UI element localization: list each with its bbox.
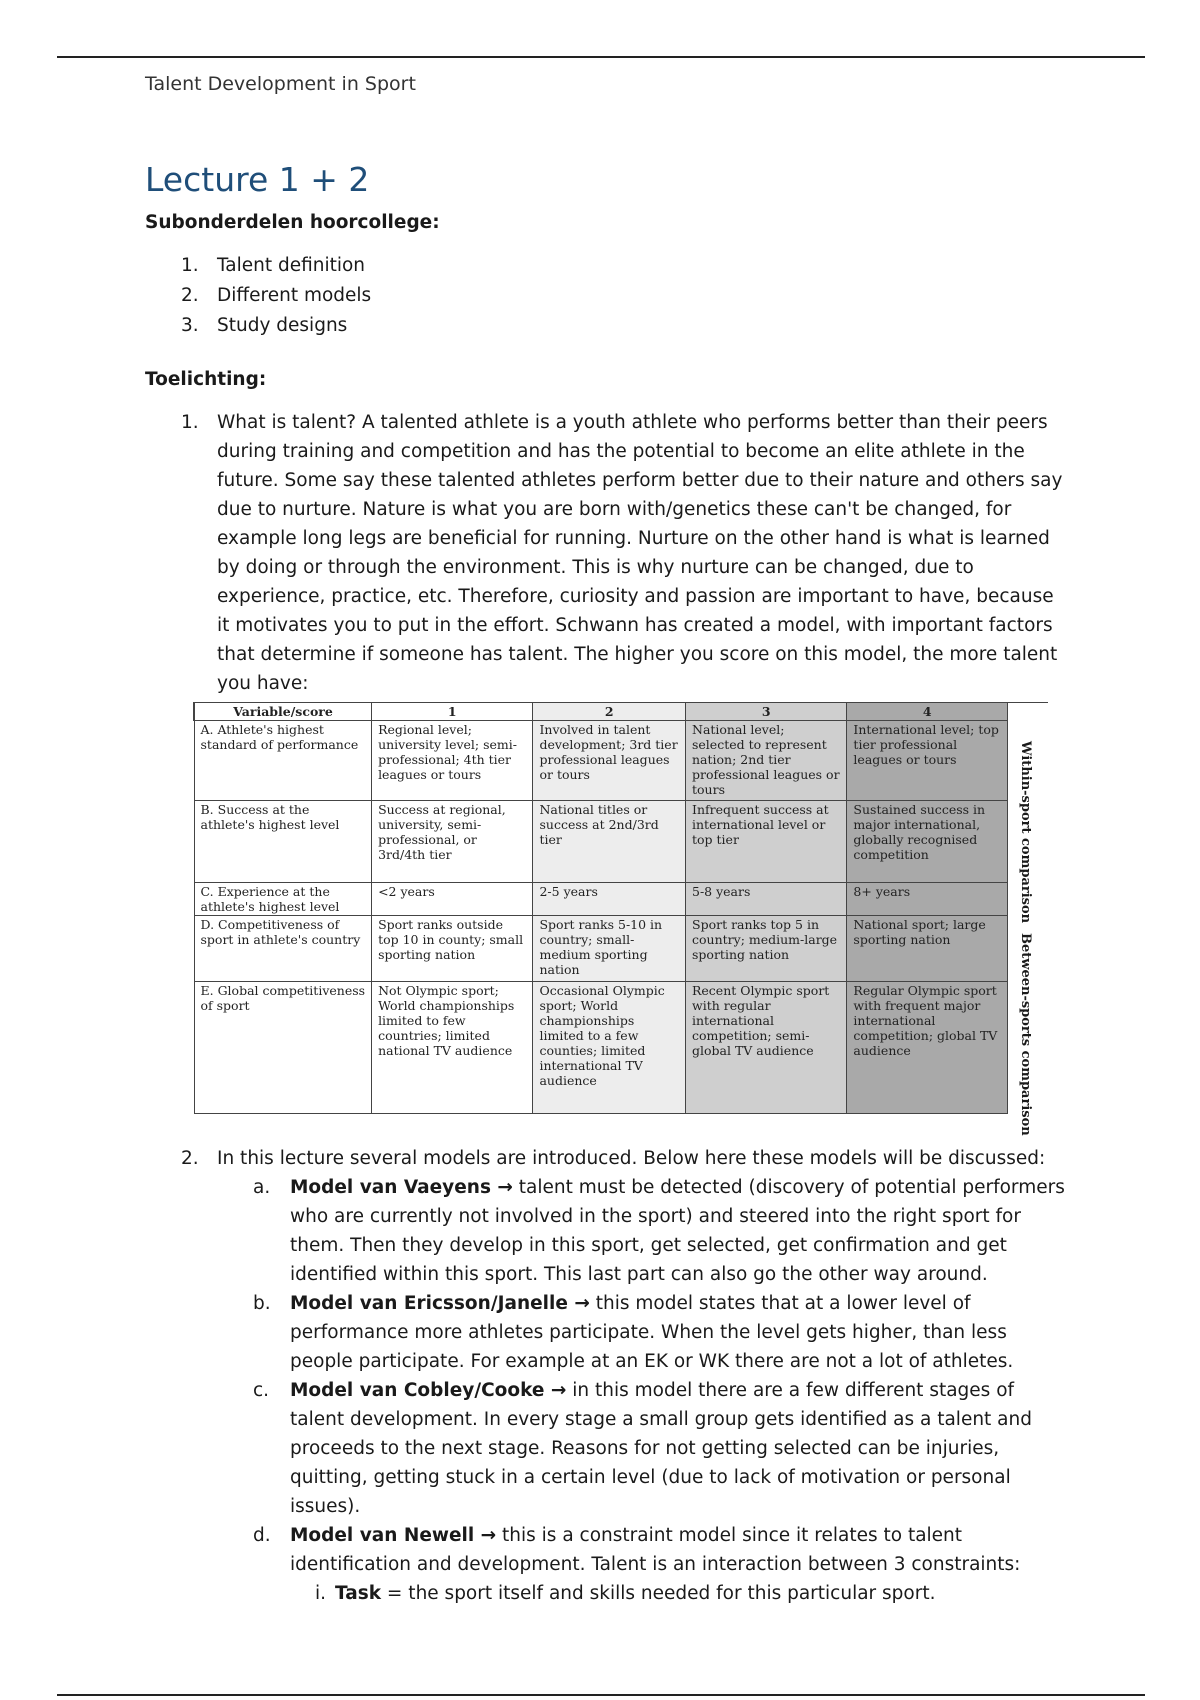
- subsection-heading: Subonderdelen hoorcollege:: [145, 212, 440, 234]
- model-item-newell: d. Model van Newell → this is a constraint model since it relates to talent identification and development. Talent is an interaction between 3 constraints:: [253, 1525, 1021, 1576]
- table-row: [194, 982, 1008, 1114]
- running-header: Talent Development in Sport: [145, 73, 416, 95]
- table-side-labels: [1008, 702, 1048, 1137]
- table-cell: National sport; large sporting nation: [847, 916, 1008, 982]
- table-cell: Sustained success in major international, globally recognised competition: [847, 801, 1008, 883]
- between-sports-label: Between-sports comparison: [1018, 933, 1033, 1137]
- table-header-cell: 4: [847, 703, 1008, 721]
- list-item: 2. Different models: [181, 285, 372, 307]
- toelichting-heading: Toelichting:: [145, 369, 267, 391]
- talent-score-table: [193, 702, 1008, 1114]
- table-cell: Involved in talent development; 3rd tier professional leagues or tours: [533, 721, 686, 801]
- table-cell: 8+ years: [847, 883, 1008, 916]
- table-cell-variable: A. Athlete's highest standard of performance: [194, 721, 372, 801]
- point-1-number: 1.: [181, 412, 199, 434]
- table-cell: Recent Olympic sport with regular international competition; semi-global TV audience: [686, 982, 847, 1114]
- point-2-number: 2.: [181, 1148, 199, 1170]
- table-header-row: [194, 703, 1008, 721]
- table-cell: Success at regional, university, semi-professional, or 3rd/4th tier: [372, 801, 533, 883]
- table-cell: 2-5 years: [533, 883, 686, 916]
- table-row: [194, 801, 1008, 883]
- table-cell: Regular Olympic sport with frequent major international competition; global TV audience: [847, 982, 1008, 1114]
- table-header-cell: 3: [686, 703, 847, 721]
- list-item: 3. Study designs: [181, 315, 348, 337]
- table-cell: National level; selected to represent nation; 2nd tier professional leagues or tours: [686, 721, 847, 801]
- table-cell: Sport ranks 5-10 in country; small-medium sporting nation: [533, 916, 686, 982]
- table-cell: Regional level; university level; semi-professional; 4th tier leagues or tours: [372, 721, 533, 801]
- point-2-paragraph: [145, 1144, 1065, 1173]
- subsection-list: [145, 251, 1065, 341]
- constraint-item-task: i. Task = the sport itself and skills needed for this particular sport.: [315, 1583, 936, 1605]
- bottom-rule: [57, 1694, 1145, 1696]
- table-row: [194, 721, 1008, 801]
- table-cell-variable: E. Global competitiveness of sport: [194, 982, 372, 1114]
- table-cell-variable: B. Success at the athlete's highest level: [194, 801, 372, 883]
- table-cell-variable: D. Competitiveness of sport in athlete's country: [194, 916, 372, 982]
- table-cell: 5-8 years: [686, 883, 847, 916]
- document-body: [145, 162, 1065, 1608]
- point-1-text: What is talent? A talented athlete is a youth athlete who performs better than their peers during training and competition and has the potential to become an elite athlete in the future. Some say these talented athletes perform better due to their nature and others say due to nurture. Nature is what you are born with/genetics these can't be changed, for example long legs are beneficial for running. Nurture on the other hand is what is learned by doing or through the environment. This is why nurture can be changed, due to experience, practice, etc. Therefore, curiosity and passion are important to have, because it motivates you to put in the effort. Schwann has created a model, with important factors that determine if someone has talent. The higher you score on this model, the more talent you have:: [217, 412, 1063, 695]
- table-cell-variable: C. Experience at the athlete's highest level: [194, 883, 372, 916]
- table-cell: Not Olympic sport; World championships limited to few countries; limited national TV audience: [372, 982, 533, 1114]
- top-rule: [57, 56, 1145, 58]
- table-cell: Sport ranks top 5 in country; medium-large sporting nation: [686, 916, 847, 982]
- table-header-cell: Variable/score: [194, 703, 372, 721]
- table-header-cell: 2: [533, 703, 686, 721]
- list-item: 1. Talent definition: [181, 255, 366, 277]
- table-header-cell: 1: [372, 703, 533, 721]
- model-item-cobley-cooke: c. Model van Cobley/Cooke → in this model there are a few different stages of talent development. In every stage a small group gets identified as a talent and proceeds to the next stage. Reasons for not getting selected can be injuries, quitting, getting stuck in a certain level (due to lack of motivation or personal issues).: [253, 1380, 1032, 1518]
- table-cell: Occasional Olympic sport; World championships limited to a few counties; limited international TV audience: [533, 982, 686, 1114]
- talent-score-table-figure: [193, 702, 1053, 1137]
- table-cell: International level; top tier professional leagues or tours: [847, 721, 1008, 801]
- table-cell: <2 years: [372, 883, 533, 916]
- table-row: [194, 883, 1008, 916]
- table-cell: National titles or success at 2nd/3rd tier: [533, 801, 686, 883]
- page-title: Lecture 1 + 2: [145, 160, 370, 199]
- table-row: [194, 916, 1008, 982]
- model-item-vaeyens: a. Model van Vaeyens → talent must be detected (discovery of potential performers who are currently not involved in the sport) and steered into the right sport for them. Then they develop in this sport, get selected, get confirmation and get identified within this sport. This last part can also go the other way around.: [253, 1177, 1065, 1286]
- table-cell: Sport ranks outside top 10 in county; small sporting nation: [372, 916, 533, 982]
- point-1-paragraph: [145, 408, 1065, 698]
- table-cell: Infrequent success at international level or top tier: [686, 801, 847, 883]
- point-2-intro: In this lecture several models are introduced. Below here these models will be discussed:: [217, 1148, 1046, 1170]
- model-item-ericsson-janelle: b. Model van Ericsson/Janelle → this model states that at a lower level of performance more athletes participate. When the level gets higher, than less people participate. For example at an EK or WK there are not a lot of athletes.: [253, 1293, 1014, 1373]
- within-sport-label: Within-sport comparison: [1018, 741, 1033, 924]
